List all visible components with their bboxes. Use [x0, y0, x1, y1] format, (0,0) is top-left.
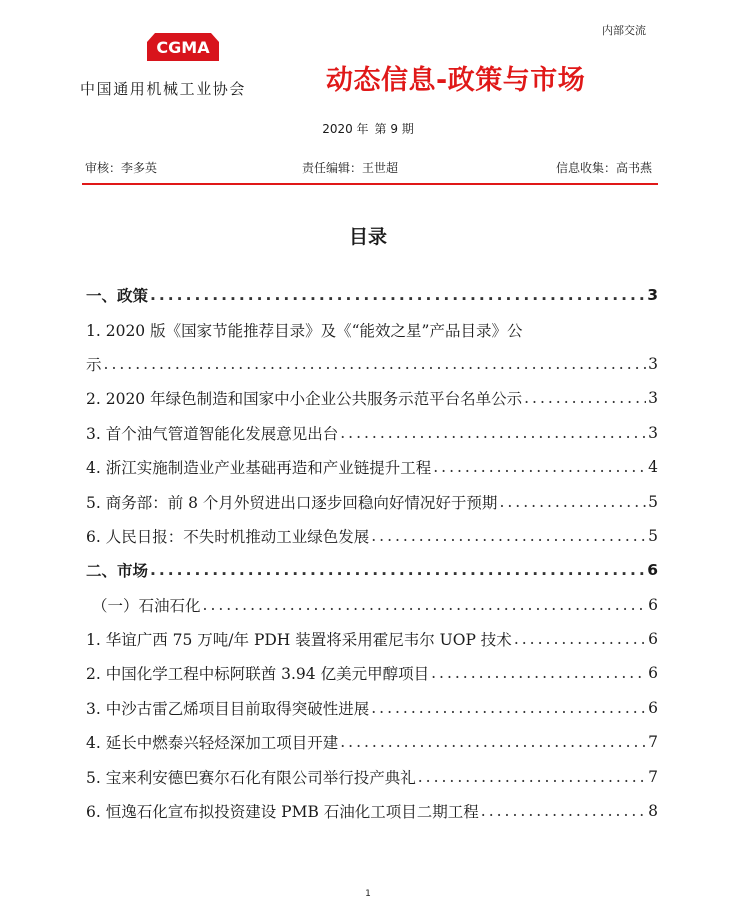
dot-leader — [433, 458, 646, 476]
toc-subsection[interactable] — [86, 588, 658, 622]
toc-page-number: 5 — [648, 526, 658, 545]
toc-section[interactable] — [86, 553, 658, 587]
dot-leader — [524, 389, 646, 407]
toc-entry-text: 3. 中沙古雷乙烯项目目前取得突破性进展 — [86, 699, 370, 718]
toc-section[interactable] — [86, 278, 658, 312]
header-divider — [82, 183, 658, 185]
toc-entry-text: 2. 中国化学工程中标阿联酋 3.94 亿美元甲醇项目 — [86, 665, 430, 684]
toc-entry[interactable] — [86, 312, 658, 346]
toc-page-number: 6 — [648, 595, 658, 614]
issue-number: 第 9 期 — [374, 122, 414, 136]
toc-entry[interactable] — [86, 416, 658, 450]
toc-page-number: 3 — [647, 286, 658, 305]
toc-entry[interactable] — [86, 725, 658, 759]
toc-page-number: 3 — [648, 354, 658, 373]
toc-entry-text: 1. 2020 版《国家节能推荐目录》及《“能效之星”产品目录》公 — [86, 321, 523, 340]
toc-entry-text: 2. 2020 年绿色制造和国家中小企业公共服务示范平台名单公示 — [86, 390, 523, 409]
dot-leader — [371, 527, 646, 545]
table-of-contents — [86, 278, 658, 828]
toc-entry[interactable] — [86, 759, 658, 793]
editor: 责任编辑：王世超 — [302, 161, 399, 175]
toc-page-number: 6 — [648, 630, 658, 649]
toc-entry[interactable] — [86, 656, 658, 690]
cgma-logo — [147, 33, 219, 61]
dot-leader — [150, 561, 645, 579]
issue-info — [0, 120, 736, 137]
toc-entry[interactable] — [86, 450, 658, 484]
toc-entry[interactable] — [86, 691, 658, 725]
page-number: 1 — [365, 889, 371, 899]
dot-leader — [514, 630, 646, 648]
toc-entry-text: 1. 华谊广西 75 万吨/年 PDH 装置将采用霍尼韦尔 UOP 技术 — [86, 631, 512, 650]
toc-page-number: 7 — [648, 733, 658, 752]
toc-entry-text: 6. 人民日报：不失时机推动工业绿色发展 — [86, 527, 370, 546]
reviewer: 审核：李多英 — [85, 161, 158, 175]
dot-leader — [481, 802, 646, 820]
toc-page-number: 3 — [648, 389, 658, 408]
dot-leader — [340, 424, 646, 442]
dot-leader — [150, 286, 645, 304]
dot-leader — [203, 596, 647, 614]
organization-name: 中国通用机械工业协会 — [80, 80, 247, 98]
toc-entry-text: （一）石油石化 — [92, 596, 201, 615]
dot-leader — [418, 768, 646, 786]
dot-leader — [104, 355, 647, 373]
logo-text: CGMA — [156, 38, 210, 57]
toc-entry-text: 一、政策 — [86, 287, 149, 306]
toc-entry-text: 二、市场 — [86, 562, 149, 581]
dot-leader — [431, 664, 646, 682]
toc-entry[interactable] — [86, 622, 658, 656]
dot-leader — [340, 733, 646, 751]
dot-leader — [499, 493, 646, 511]
toc-page-number: 7 — [648, 767, 658, 786]
toc-entry-text: 5. 商务部：前 8 个月外贸进出口逐步回稳向好情况好于预期 — [86, 493, 498, 512]
toc-entry[interactable] — [86, 484, 658, 518]
toc-entry-text: 4. 浙江实施制造业产业基础再造和产业链提升工程 — [86, 459, 432, 478]
toc-page-number: 3 — [648, 423, 658, 442]
toc-entry[interactable] — [86, 519, 658, 553]
toc-page-number: 5 — [648, 492, 658, 511]
toc-entry-text: 示 — [86, 355, 102, 374]
internal-use-label: 内部交流 — [602, 24, 646, 37]
publication-title: 动态信息-政策与市场 — [326, 65, 586, 96]
toc-entry[interactable] — [86, 347, 658, 381]
toc-page-number: 8 — [648, 802, 658, 821]
info-collector: 信息收集：高书燕 — [555, 161, 652, 175]
toc-entry-text: 5. 宝来利安德巴赛尔石化有限公司举行投产典礼 — [86, 768, 416, 787]
toc-page-number: 6 — [648, 664, 658, 683]
toc-page-number: 4 — [648, 458, 658, 477]
toc-title: 目录 — [348, 226, 387, 248]
toc-entry[interactable] — [86, 794, 658, 828]
toc-entry-text: 6. 恒逸石化宣布拟投资建设 PMB 石油化工项目二期工程 — [86, 803, 479, 822]
issue-year: 2020 年 — [322, 122, 369, 136]
toc-page-number: 6 — [647, 561, 658, 580]
toc-entry-text: 4. 延长中燃泰兴轻烃深加工项目开建 — [86, 734, 339, 753]
dot-leader — [371, 699, 646, 717]
toc-entry[interactable] — [86, 381, 658, 415]
toc-page-number: 6 — [648, 698, 658, 717]
toc-entry-text: 3. 首个油气管道智能化发展意见出台 — [86, 424, 339, 443]
